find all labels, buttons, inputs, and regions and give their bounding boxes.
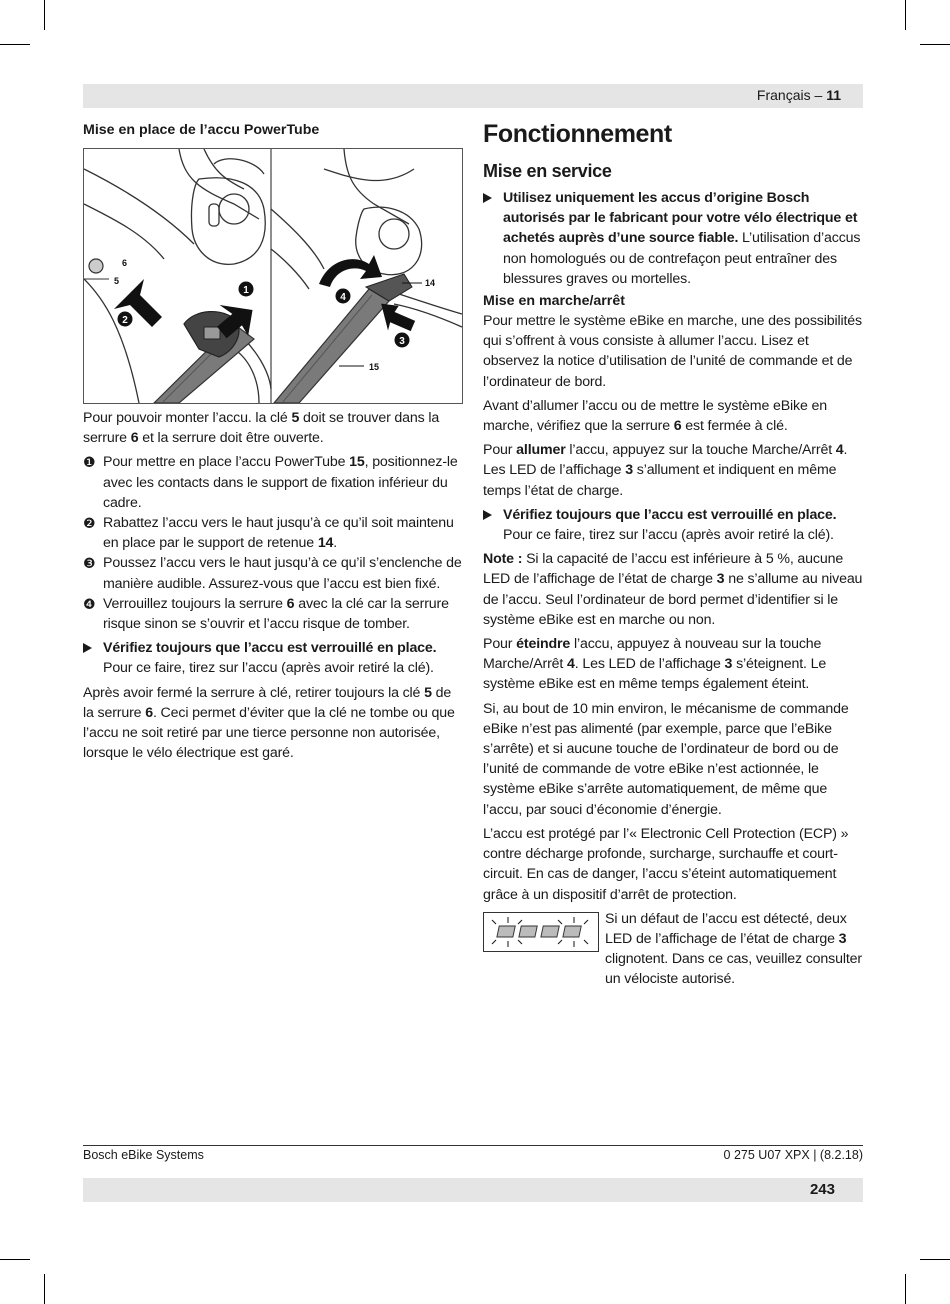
text: Si la capacité de l’accu est inférieure à 5 %, aucune LED de l’affichage de l’état de charge xyxy=(483,551,844,588)
step-1 xyxy=(83,452,463,513)
text: Pour pouvoir monter l’accu. la clé xyxy=(83,410,292,426)
text: est fermée à clé. xyxy=(681,418,788,435)
crop-mark xyxy=(0,1259,30,1260)
ref-lock: 6 xyxy=(145,704,153,721)
battery-installation-figure xyxy=(83,148,463,404)
step-marker: ❶ xyxy=(83,454,96,471)
warning-triangle-icon xyxy=(83,638,103,678)
right-column xyxy=(483,120,863,990)
warning-text xyxy=(103,638,463,678)
footer-company: Bosch eBike Systems xyxy=(83,1148,204,1162)
crop-mark xyxy=(44,1274,45,1304)
warning-original-batteries xyxy=(483,188,863,289)
paragraph xyxy=(483,396,863,436)
callout-1: 1 xyxy=(243,285,249,296)
callout-2: 2 xyxy=(122,315,128,326)
ref-lock: 6 xyxy=(130,430,139,447)
left-column xyxy=(83,122,463,767)
label-5: 5 xyxy=(114,276,120,286)
ref-number: 15 xyxy=(349,454,365,471)
page-number-bar xyxy=(83,1178,863,1202)
text: Verrouillez toujours la serrure xyxy=(103,595,287,612)
footer-doc-id: 0 275 U07 XPX | (8.2.18) xyxy=(723,1148,863,1162)
step-text xyxy=(103,513,463,553)
text: Poussez l’accu vers le haut jusqu’à ce qu’il s’enclenche de manière audible. Assurez-vous que l’accu est bien fixé. xyxy=(103,555,462,592)
warning-locked xyxy=(83,638,463,678)
callout-3: 3 xyxy=(399,336,405,347)
crop-mark xyxy=(905,1274,906,1304)
warning-detail: Pour ce faire, tirez sur l’accu (après avoir retiré la clé). xyxy=(103,660,434,677)
text: s’éteignent. Le système eBike est en même temps également éteint. xyxy=(483,656,827,693)
text: . xyxy=(333,535,338,552)
warning-locked xyxy=(483,505,863,545)
step-3 xyxy=(83,553,463,593)
ref-lock: 6 xyxy=(673,418,682,435)
text: . Les LED de l’affichage xyxy=(483,442,848,479)
warning-bold: Vérifiez toujours que l’accu est verrouillé en place. xyxy=(103,640,437,657)
ref-display: 3 xyxy=(838,930,847,947)
label-6: 6 xyxy=(122,258,128,268)
text: l’accu, appuyez à nouveau sur la touche Marche/Arrêt xyxy=(483,636,822,673)
header-page-number: 11 xyxy=(826,87,841,103)
chapter-title: Fonctionnement xyxy=(483,120,672,148)
text: Rabattez l’accu vers le haut jusqu’à ce qu’il soit maintenu en place par le support de retenue xyxy=(103,515,454,552)
installation-illustration xyxy=(84,149,462,403)
paragraph: Pour mettre le système eBike en marche, une des possibilités qui s’offrent à vous consiste à allumer l’accu. Lisez et observez la notice d’utilisation de l’unité de commande et de l’ordinateur de bord. xyxy=(483,313,862,390)
text: , positionnez-le avec les contacts dans le support de fixation inférieur du cadre. xyxy=(103,454,458,511)
warning-triangle-icon xyxy=(483,505,503,545)
footer-rule xyxy=(83,1145,863,1146)
ref-display: 3 xyxy=(716,571,725,588)
text: Pour xyxy=(483,636,517,653)
ref-number: 14 xyxy=(317,535,334,552)
page-number: 243 xyxy=(809,1181,835,1198)
header-bar xyxy=(83,84,863,108)
section-title: Mise en service xyxy=(483,161,612,181)
header-language: Français xyxy=(756,87,811,103)
step-text xyxy=(103,553,463,593)
text: clignotent. Dans ce cas, veuillez consulter un vélociste autorisé. xyxy=(605,951,862,988)
step-marker: ❹ xyxy=(83,595,96,612)
label-14: 14 xyxy=(425,278,436,288)
ref-button: 4 xyxy=(567,656,575,673)
crop-mark xyxy=(44,0,45,30)
step-text xyxy=(103,594,463,634)
text: doit se trouver dans la serrure xyxy=(83,410,440,447)
blinking-led-icon xyxy=(484,913,598,951)
step-2 xyxy=(83,513,463,553)
crop-mark xyxy=(920,1259,950,1260)
paragraph: L’accu est protégé par l’« Electronic Cell Protection (ECP) » contre décharge profonde, surcharge, surchauffe et court-circuit. En cas de danger, l’accu s’éteint automatiquement grâce à un dispositif d’arrêt de protection. xyxy=(483,825,849,903)
paragraph xyxy=(483,440,863,501)
header-separator: – xyxy=(814,87,823,103)
warning-detail: L’utilisation d’accus non homologués ou de contrefaçon peut entraîner des blessures graves ou mortelles. xyxy=(503,230,861,287)
ref-display: 3 xyxy=(724,656,733,673)
warning-bold: Utilisez uniquement les accus d’origine Bosch autorisés par le fabricant pour votre vélo électrique et achetés auprès d’une source fiable. xyxy=(503,190,858,247)
warning-text xyxy=(503,505,863,545)
section-title: Mise en place de l’accu PowerTube xyxy=(83,122,320,138)
text: de la serrure xyxy=(83,684,452,721)
text: Pour xyxy=(483,442,517,459)
callout-4: 4 xyxy=(340,292,346,303)
warning-text xyxy=(503,188,863,289)
paragraph xyxy=(483,634,863,695)
step-marker: ❷ xyxy=(83,515,96,532)
text: Avant d’allumer l’accu ou de mettre le système eBike en marche, vérifiez que la serrure xyxy=(483,397,827,435)
label-15: 15 xyxy=(369,362,380,372)
warning-bold: Vérifiez toujours que l’accu est verrouillé en place. xyxy=(503,506,837,523)
text: l’accu, appuyez sur la touche Marche/Arrêt xyxy=(565,442,836,459)
text: Si un défaut de l’accu est détecté, deux LED de l’affichage de l’état de charge xyxy=(605,910,847,947)
ecp-block xyxy=(483,909,863,990)
emphasis: allumer xyxy=(516,442,566,459)
text: s’allument et indiquent en même temps l’état de charge. xyxy=(483,462,837,499)
step-4 xyxy=(83,594,463,634)
text: . Les LED de l’affichage xyxy=(574,656,725,673)
header-text xyxy=(757,87,841,103)
led-blink-illustration xyxy=(483,912,599,952)
text: et la serrure doit être ouverte. xyxy=(138,430,324,447)
text: Pour mettre en place l’accu PowerTube xyxy=(103,454,350,471)
ref-key: 5 xyxy=(424,684,432,701)
warning-triangle-icon xyxy=(483,188,503,289)
after-paragraph xyxy=(83,683,463,764)
note-label: Note : xyxy=(483,551,523,568)
paragraph: Si, au bout de 10 min environ, le mécanisme de commande eBike n’est pas alimenté (par exemple, parce que l’eBike s’arrête) et si aucune touche de l’ordinateur de bord ou de l’unité de commande de votre eBike n’est actionnée, le système eBike s’arrête automatiquement, de même que l’accu, par souci d’économie d’énergie. xyxy=(483,700,849,818)
ref-key: 5 xyxy=(291,410,300,426)
ref-number: 6 xyxy=(286,595,295,612)
text: avec la clé car la serrure risque sinon se s’ouvrir et l’accu risque de tomber. xyxy=(103,595,449,633)
emphasis: éteindre xyxy=(516,636,571,653)
ecp-text xyxy=(605,909,863,990)
text: Après avoir fermé la serrure à clé, retirer toujours la clé xyxy=(83,684,425,701)
step-text xyxy=(103,452,463,513)
ref-button: 4 xyxy=(835,442,844,459)
crop-mark xyxy=(0,44,30,45)
warning-detail: Pour ce faire, tirez sur l’accu (après avoir retiré la clé). xyxy=(503,527,834,544)
text: ne s’allume au niveau de l’accu. Seul l’ordinateur de bord permet d’identifier si le système eBike est en marche ou non. xyxy=(483,571,863,628)
crop-mark xyxy=(920,44,950,45)
crop-mark xyxy=(905,0,906,30)
intro-paragraph xyxy=(83,408,463,448)
ref-display: 3 xyxy=(625,462,633,479)
note-paragraph xyxy=(483,549,863,630)
subsection-title: Mise en marche/arrêt xyxy=(483,293,625,310)
step-marker: ❸ xyxy=(83,555,96,572)
text: . Ceci permet d’éviter que la clé ne tombe ou que l’accu ne soit retiré par une tierce personne non autorisée, lorsque le vélo électrique est garé. xyxy=(83,704,455,762)
